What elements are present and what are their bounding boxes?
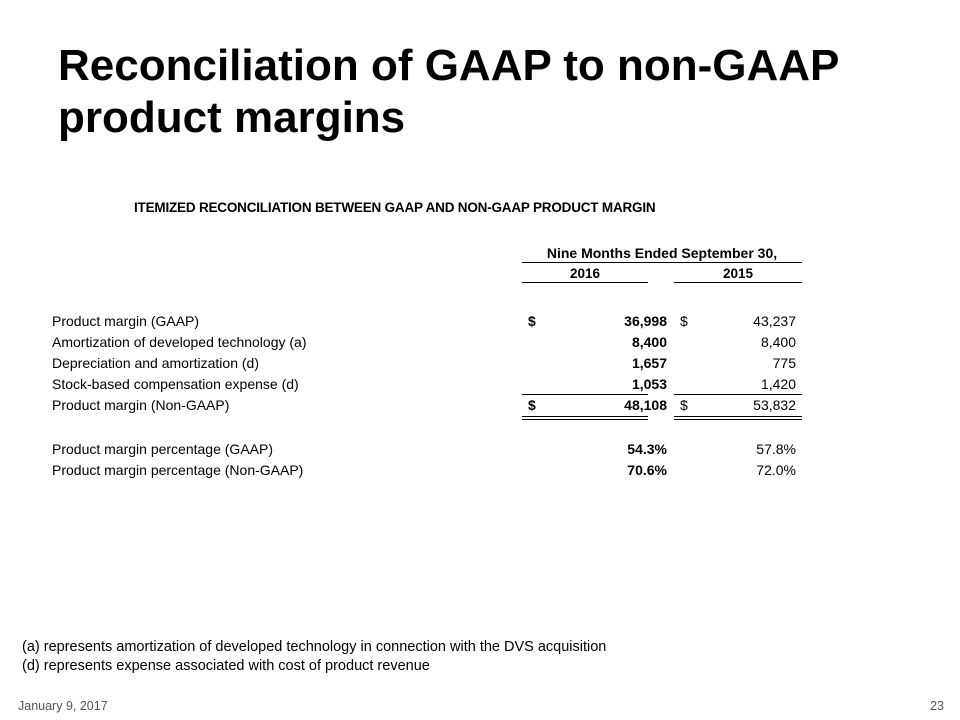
subtotal-rule [522,394,648,395]
currency-2015: $ [680,397,688,413]
slide-title: Reconciliation of GAAP to non-GAAP product margins [58,41,839,142]
table-row [0,355,960,375]
table-row [0,334,960,354]
row-label: Product margin (GAAP) [52,313,200,329]
value-2016: 36,998 [624,313,667,329]
currency-2016: $ [528,397,536,413]
total-double-rule [674,416,802,417]
footer-date: January 9, 2017 [18,699,108,713]
footnote-a: (a) represents amortization of developed technology in connection with the DVS acquisition [22,639,607,655]
subtotal-rule [674,394,802,395]
currency-2016: $ [528,313,536,329]
table-heading: ITEMIZED RECONCILIATION BETWEEN GAAP AND NON-GAAP PRODUCT MARGIN [134,200,656,215]
table-row [0,313,960,333]
footnotes [22,638,606,676]
period-header: Nine Months Ended September 30, [522,245,802,263]
row-label: Amortization of developed technology (a) [52,334,307,350]
row-label: Product margin percentage (Non-GAAP) [52,462,304,478]
value-2016: 8,400 [631,334,667,350]
row-label: Product margin (Non-GAAP) [52,397,230,413]
value-2016: 48,108 [624,397,667,413]
table-row [0,397,960,417]
value-2015: 1,420 [760,376,796,392]
footnote-d: (d) represents expense associated with cost of product revenue [22,658,430,674]
table-row [0,462,960,482]
total-double-rule [522,419,648,420]
value-2015: 53,832 [753,397,796,413]
column-header-2016: 2016 [522,266,648,283]
row-label: Stock-based compensation expense (d) [52,376,299,392]
total-double-rule [522,416,648,417]
column-header-2015: 2015 [674,266,802,283]
total-double-rule [674,419,802,420]
value-2015: 775 [772,355,796,371]
value-2015: 43,237 [753,313,796,329]
table-row [0,376,960,396]
value-2016: 1,657 [631,355,667,371]
value-2015: 57.8% [756,441,796,457]
row-label: Product margin percentage (GAAP) [52,441,273,457]
value-2016: 70.6% [627,462,667,478]
table-row [0,441,960,461]
currency-2015: $ [680,313,688,329]
value-2015: 8,400 [760,334,796,350]
value-2015: 72.0% [756,462,796,478]
page-number: 23 [930,699,944,713]
row-label: Depreciation and amortization (d) [52,355,259,371]
value-2016: 54.3% [627,441,667,457]
value-2016: 1,053 [631,376,667,392]
